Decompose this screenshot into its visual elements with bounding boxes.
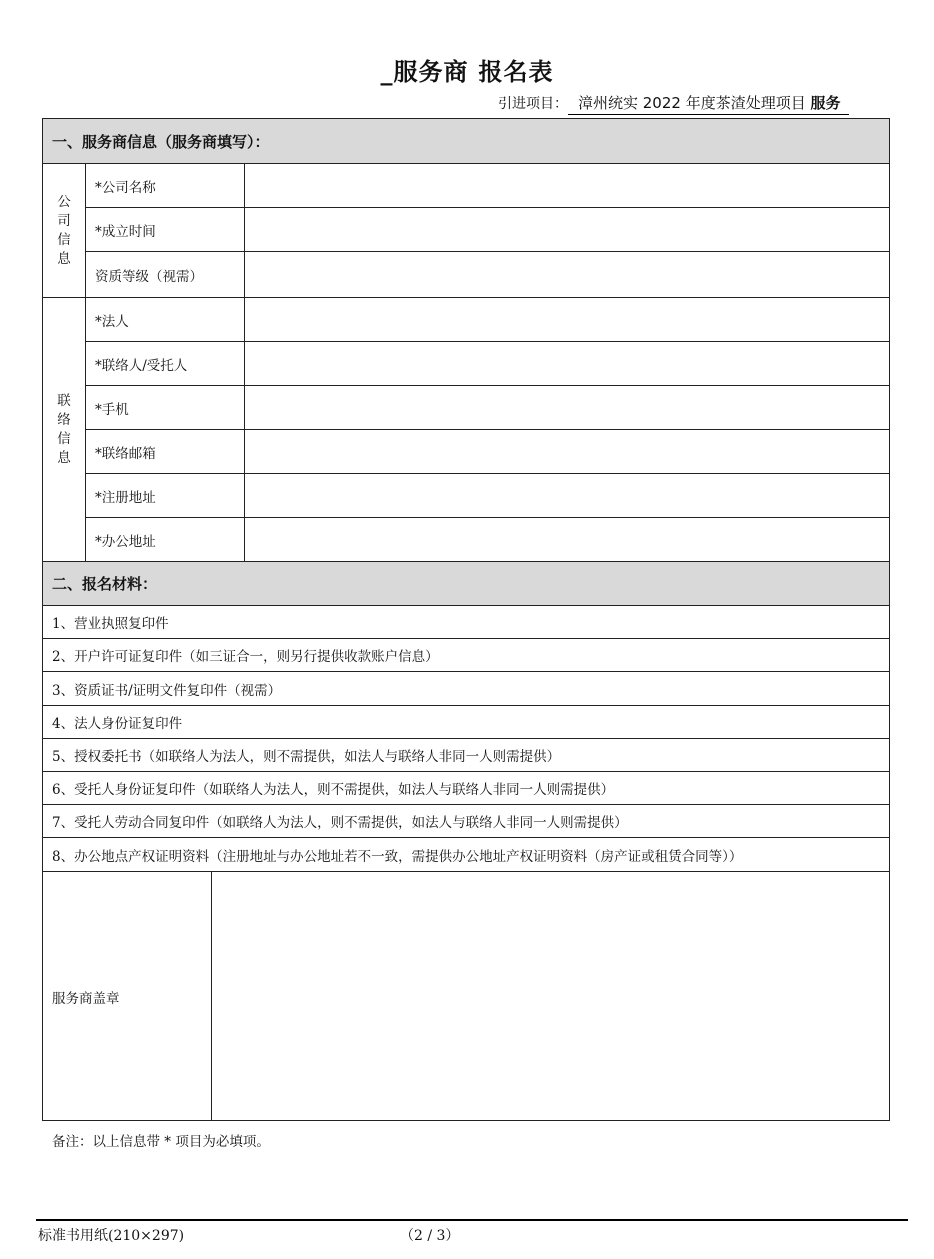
- field-label-email: *联络邮箱: [86, 430, 245, 474]
- vertical-char: 信: [57, 231, 71, 248]
- project-value: 漳州统实 2022 年度茶渣处理项目: [578, 94, 806, 112]
- field-input-phone[interactable]: [245, 386, 890, 430]
- material-item: 1、营业执照复印件: [43, 606, 890, 639]
- stamp-divider: [211, 871, 212, 1120]
- title-part2: 报名表: [478, 58, 554, 86]
- material-item: 2、开户许可证复印件（如三证合一，则另行提供收款账户信息）: [43, 639, 890, 672]
- company-group-label: [43, 164, 86, 298]
- vertical-char: 息: [57, 250, 71, 267]
- field-input-contact-person[interactable]: [245, 342, 890, 386]
- field-label-company-name: *公司名称: [86, 164, 245, 208]
- field-input-founded[interactable]: [245, 208, 890, 252]
- field-label-founded: *成立时间: [86, 208, 245, 252]
- section1-title: 一、服务商信息（服务商填写）：: [43, 119, 890, 164]
- material-item: 4、法人身份证复印件: [43, 706, 890, 739]
- footnote: 备注：以上信息带 * 项目为必填项。: [52, 1134, 270, 1150]
- project-label: 引进项目：: [498, 96, 568, 112]
- vertical-char: 公: [57, 193, 71, 210]
- material-item: 7、受托人劳动合同复印件（如联络人为法人，则不需提供，如法人与联络人非同一人则需提供）: [43, 805, 890, 838]
- material-item: 5、授权委托书（如联络人为法人，则不需提供，如法人与联络人非同一人则需提供）: [43, 739, 890, 772]
- field-label-registered-address: *注册地址: [86, 474, 245, 518]
- footer-rule: [36, 1219, 908, 1221]
- paper-spec: 标准书用纸(210×297): [38, 1228, 185, 1244]
- field-input-email[interactable]: [245, 430, 890, 474]
- project-value-field: [568, 92, 849, 115]
- material-item: 8、办公地点产权证明资料（注册地址与办公地址若不一致，需提供办公地址产权证明资料（房产证或租赁合同等））: [43, 838, 890, 872]
- field-input-company-name[interactable]: [245, 164, 890, 208]
- field-input-legal-rep[interactable]: [245, 298, 890, 342]
- material-item: 6、受托人身份证复印件（如联络人为法人，则不需提供，如法人与联络人非同一人则需提供）: [43, 772, 890, 805]
- section1-header: [43, 119, 890, 164]
- section2-title: 二、报名材料：: [43, 562, 890, 606]
- field-label-qualification: 资质等级（视需）: [86, 252, 245, 298]
- field-label-legal-rep: *法人: [86, 298, 245, 342]
- vertical-char: 络: [57, 411, 71, 428]
- vertical-char: 信: [57, 430, 71, 447]
- stamp-area: [42, 871, 890, 1121]
- field-label-contact-person: *联络人/受托人: [86, 342, 245, 386]
- field-input-office-address[interactable]: [245, 518, 890, 562]
- registration-table: [42, 118, 890, 872]
- title-part1: _服务商: [380, 58, 469, 86]
- project-line: [498, 92, 849, 115]
- vertical-char: 息: [57, 449, 71, 466]
- contact-group-label: [43, 298, 86, 562]
- section2-header: [43, 562, 890, 606]
- field-label-phone: *手机: [86, 386, 245, 430]
- field-input-qualification[interactable]: [245, 252, 890, 298]
- vertical-char: 联: [57, 392, 71, 409]
- page-number: （2 / 3）: [400, 1228, 460, 1244]
- material-item: 3、资质证书/证明文件复印件（视需）: [43, 672, 890, 706]
- field-input-registered-address[interactable]: [245, 474, 890, 518]
- vertical-char: 司: [57, 212, 71, 229]
- stamp-label: 服务商盖章: [52, 991, 120, 1007]
- field-label-office-address: *办公地址: [86, 518, 245, 562]
- page-title: [0, 52, 934, 87]
- project-suffix: 服务: [810, 94, 841, 112]
